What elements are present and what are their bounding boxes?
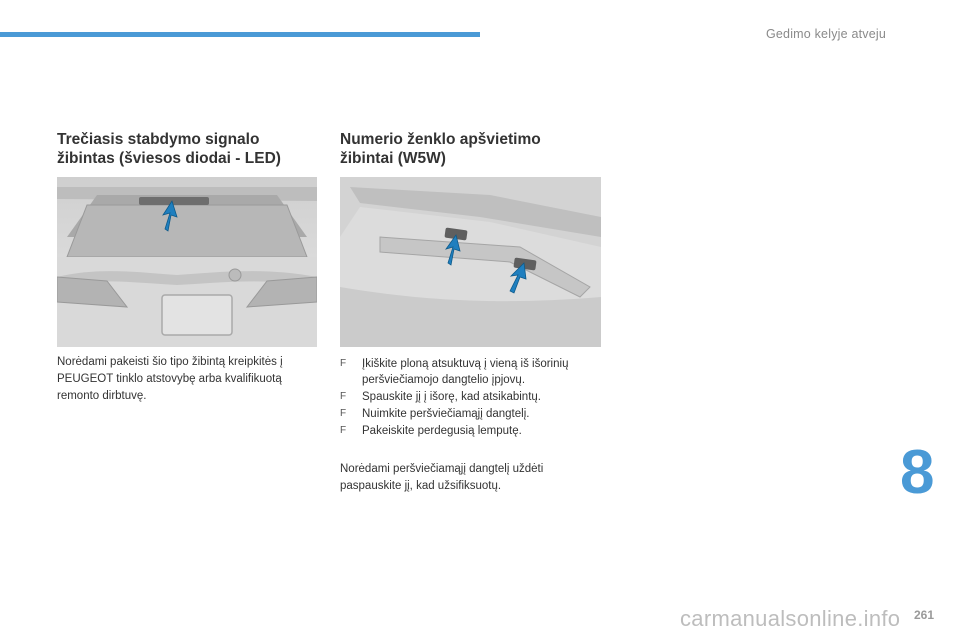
bullet-icon: F: [340, 425, 347, 436]
heading-line: žibintas (šviesos diodai - LED): [57, 150, 281, 167]
step-text: Spauskite jį į išorę, kad atsikabintų.: [362, 391, 541, 403]
step-text: Įkiškite ploną atsuktuvą į vieną iš išorinių: [362, 358, 569, 370]
brake-lamp-shape: [139, 197, 209, 205]
car-rear-tailgate-drawing: [57, 177, 317, 347]
step-list: [340, 356, 610, 440]
list-item: [340, 423, 610, 439]
step-text: peršviečiamojo dangtelio įpjovų.: [362, 374, 526, 386]
watermark: carmanualsonline.info: [680, 606, 901, 631]
list-item: [340, 389, 610, 405]
list-item: [340, 406, 610, 422]
header-accent-bar: [0, 32, 480, 37]
note-line: paspauskite jį, kad užsifiksuotų.: [340, 480, 502, 492]
plate-lamps-illustration: [340, 177, 601, 347]
page-number: 261: [913, 608, 934, 622]
third-brake-lamp-illustration: [57, 177, 317, 347]
paragraph-line: Norėdami pakeisti šio tipo žibintą kreipkitės į: [57, 356, 283, 368]
step-text: Pakeiskite perdegusią lemputę.: [362, 425, 522, 437]
paragraph-line: PEUGEOT tinklo atstovybę arba kvalifikuotą: [57, 373, 282, 385]
section-heading-plate-lamps: [340, 130, 541, 168]
chapter-number: 8: [900, 438, 935, 507]
right-section-note: [340, 461, 590, 495]
tailgate-plate-area-drawing: [340, 177, 601, 347]
heading-line: žibintai (W5W): [340, 150, 446, 167]
heading-line: Numerio ženklo apšvietimo: [340, 131, 541, 148]
section-heading-third-brake-lamp: [57, 130, 281, 168]
bullet-icon: F: [340, 391, 347, 402]
list-item: [340, 356, 610, 388]
heading-line: Trečiasis stabdymo signalo: [57, 131, 260, 148]
bullet-icon: F: [340, 358, 347, 369]
paragraph-line: remonto dirbtuvę.: [57, 390, 147, 402]
step-text: Nuimkite peršviečiamąjį dangtelį.: [362, 408, 530, 420]
bullet-icon: F: [340, 408, 347, 419]
note-line: Norėdami peršviečiamąjį dangtelį uždėti: [340, 463, 544, 475]
left-section-paragraph: [57, 354, 317, 405]
chapter-title: Gedimo kelyje atveju: [765, 27, 886, 41]
